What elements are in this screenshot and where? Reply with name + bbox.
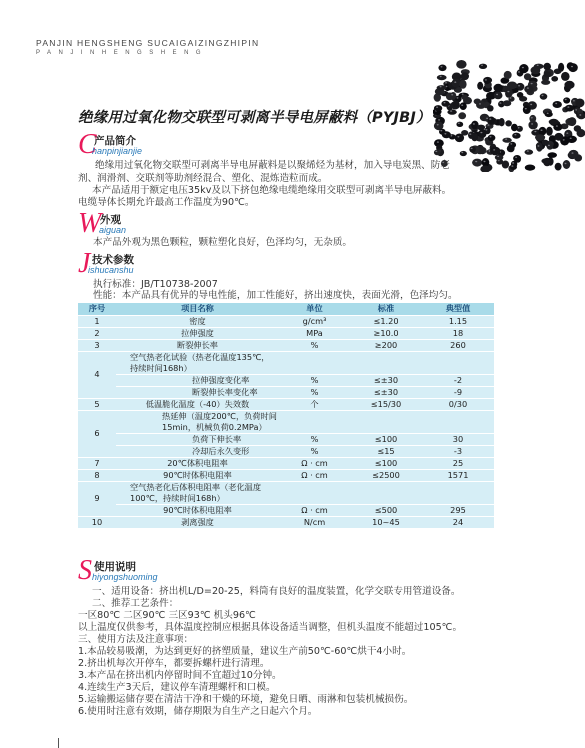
pellet-highlight bbox=[489, 118, 491, 119]
pellet-granule bbox=[455, 134, 464, 143]
pellet-granule bbox=[458, 112, 466, 119]
table-row: 断裂伸长率变化率 % ≤±30 -9 bbox=[78, 386, 494, 398]
pellet-granule bbox=[546, 127, 553, 136]
pellet-granule bbox=[494, 92, 503, 100]
pellet-granule bbox=[555, 163, 562, 171]
pellet-highlight bbox=[469, 134, 471, 135]
pellet-highlight bbox=[571, 66, 573, 67]
pellet-highlight bbox=[572, 152, 574, 153]
pellet-granule bbox=[437, 85, 447, 90]
pellet-granule bbox=[506, 88, 513, 97]
pellet-granule bbox=[536, 142, 543, 151]
pellet-granule bbox=[535, 134, 545, 140]
usage-line-5: 三、使用方法及注意事项： bbox=[78, 634, 194, 645]
usage-line-3: 一区80℃ 二区90℃ 三区93℃ 机头96℃ bbox=[78, 610, 256, 621]
pellet-granule bbox=[505, 120, 512, 126]
pellet-granule bbox=[525, 165, 535, 171]
pellet-granule bbox=[568, 117, 576, 126]
pellet-granule bbox=[553, 101, 562, 108]
pellet-highlight bbox=[451, 94, 453, 95]
pellet-granule bbox=[503, 100, 512, 106]
pellet-granule bbox=[438, 65, 446, 72]
pellet-highlight bbox=[518, 85, 520, 86]
pellet-granule bbox=[434, 150, 441, 156]
pellet-highlight bbox=[485, 129, 487, 130]
product-pellets-image bbox=[433, 60, 585, 172]
pellet-granule bbox=[561, 72, 570, 81]
col-header-typical: 典型值 bbox=[422, 303, 494, 315]
pellet-granule bbox=[563, 97, 570, 103]
tech-performance: 性能：本产品具有优异的导电性能，加工性能好，挤出速度快，表面光滑，色泽均匀。 bbox=[93, 290, 458, 301]
pellet-granule bbox=[554, 133, 563, 141]
pellet-highlight bbox=[458, 123, 460, 124]
pellet-highlight bbox=[556, 125, 558, 126]
pellet-highlight bbox=[548, 145, 550, 146]
pellet-highlight bbox=[497, 156, 499, 157]
pellet-highlight bbox=[511, 165, 513, 166]
pellet-highlight bbox=[436, 107, 438, 108]
pellet-granule bbox=[517, 92, 524, 98]
table-header-row bbox=[78, 303, 494, 315]
pellet-highlight bbox=[563, 139, 565, 140]
pellet-granule bbox=[564, 81, 574, 89]
pellet-granule bbox=[512, 133, 520, 139]
section-title-cn: 产品简介 bbox=[94, 135, 136, 147]
pellet-granule bbox=[456, 60, 466, 69]
usage-line-10: 5.运输搬运储存要在清洁干净和干燥的环境，避免日晒、雨淋和包装机械损伤。 bbox=[78, 694, 414, 705]
pellet-highlight bbox=[438, 119, 440, 120]
table-row: 5 低温脆化温度（-40）失效数 个 ≤15/30 0/30 bbox=[78, 398, 494, 410]
table-row: 3 断裂伸长率 % ≥200 260 bbox=[78, 339, 494, 351]
pellet-granule bbox=[575, 99, 584, 108]
intro-line-4: 电缆导体长期允许最高工作温度为90℃。 bbox=[78, 197, 255, 208]
pellet-granule bbox=[510, 164, 517, 170]
pellet-highlight bbox=[440, 130, 442, 131]
document-title: 绝缘用过氧化物交联型可剥离半导电屏蔽料（PYJBJ） bbox=[78, 110, 431, 126]
pellet-granule bbox=[504, 71, 512, 79]
table-row: 8 90℃时体积电阻率 Ω · cm ≤2500 1571 bbox=[78, 469, 494, 481]
pellet-granule bbox=[540, 93, 548, 99]
pellet-granule bbox=[541, 80, 550, 85]
pellet-granule bbox=[567, 136, 577, 143]
pellet-granule bbox=[488, 135, 496, 142]
pellet-highlight bbox=[441, 66, 443, 67]
pellet-highlight bbox=[440, 86, 442, 87]
pellet-granule bbox=[456, 122, 463, 127]
pellet-granule bbox=[529, 115, 536, 123]
pellet-highlight bbox=[518, 127, 520, 128]
pellet-granule bbox=[469, 146, 476, 153]
col-header-no: 序号 bbox=[78, 303, 116, 315]
pellet-granule bbox=[479, 64, 487, 69]
pellet-highlight bbox=[471, 148, 473, 149]
col-header-item: 项目名称 bbox=[116, 303, 279, 315]
pellet-highlight bbox=[479, 103, 481, 104]
section-title-cn: 使用说明 bbox=[94, 561, 136, 573]
pellet-granule bbox=[487, 105, 494, 111]
pellet-highlight bbox=[484, 161, 486, 162]
col-header-standard: 标准 bbox=[350, 303, 422, 315]
section-title-cn: 外观 bbox=[100, 214, 121, 226]
section-title-pinyin: ishucanshu bbox=[88, 265, 134, 275]
pellet-highlight bbox=[496, 94, 498, 95]
pellet-granule bbox=[471, 133, 478, 141]
pellet-highlight bbox=[525, 108, 527, 109]
intro-line-1: 绝缘用过氧化物交联型可剥离半导电屏蔽料是以聚烯烃为基材，加入导电炭黑、防老 bbox=[95, 160, 450, 171]
pellet-granule bbox=[450, 92, 456, 100]
pellet-highlight bbox=[547, 113, 549, 114]
usage-line-4: 以上温度仅供参考，具体温度控制应根据具体设备适当调整，但机头温度不能超过105℃。 bbox=[78, 622, 463, 633]
pellet-highlight bbox=[522, 67, 524, 68]
pellet-highlight bbox=[435, 151, 437, 152]
usage-line-8: 3.本产品在挤出机内停留时间不宜超过10分钟。 bbox=[78, 670, 282, 681]
pellet-highlight bbox=[510, 143, 512, 144]
pellet-granule bbox=[569, 150, 579, 158]
pellet-highlight bbox=[488, 124, 490, 125]
pellet-granule bbox=[543, 63, 551, 71]
section-letter: J bbox=[78, 248, 91, 279]
pellet-highlight bbox=[457, 136, 459, 137]
section-letter: W bbox=[78, 208, 102, 239]
pellet-granule bbox=[547, 143, 554, 150]
section-letter: C bbox=[78, 129, 97, 160]
section-title-pinyin: hiyongshuoming bbox=[92, 572, 158, 582]
appearance-text: 本产品外观为黑色颗粒，颗粒塑化良好，色泽均匀，无杂质。 bbox=[93, 237, 353, 248]
table-row: 7 20℃体积电阻率 Ω · cm ≤100 25 bbox=[78, 457, 494, 469]
usage-line-9: 4.连续生产3天后，建议停车清理螺杆和口模。 bbox=[78, 682, 276, 693]
pellet-granule bbox=[545, 112, 553, 118]
pellet-granule bbox=[478, 129, 486, 138]
pellet-highlight bbox=[565, 99, 567, 100]
pellet-highlight bbox=[527, 150, 529, 151]
pellet-highlight bbox=[480, 132, 482, 133]
usage-line-7: 2.挤出机每次开停车，都要拆螺杆进行清理。 bbox=[78, 658, 270, 669]
pellet-granule bbox=[558, 63, 564, 72]
pellet-highlight bbox=[481, 65, 483, 66]
pellet-highlight bbox=[454, 82, 456, 83]
pellet-granule bbox=[539, 127, 547, 136]
section-title-pinyin: hanpinjianjie bbox=[92, 146, 143, 156]
pellet-granule bbox=[534, 64, 544, 69]
section-title-cn: 技术参数 bbox=[92, 254, 134, 266]
pellet-granule bbox=[541, 158, 550, 163]
pellet-highlight bbox=[437, 124, 439, 125]
pellet-highlight bbox=[567, 106, 569, 107]
pellet-granule bbox=[437, 75, 447, 80]
pellet-highlight bbox=[493, 149, 495, 150]
pellet-granule bbox=[577, 113, 585, 120]
pellet-granule bbox=[461, 72, 469, 80]
pellet-granule bbox=[460, 102, 467, 110]
pellet-highlight bbox=[461, 152, 463, 153]
pellet-granule bbox=[568, 63, 578, 72]
pellet-granule bbox=[524, 85, 533, 93]
pellet-highlight bbox=[485, 79, 487, 80]
pellet-granule bbox=[460, 151, 467, 156]
col-header-unit: 单位 bbox=[279, 303, 350, 315]
header-line-1: PANJIN HENGSHENG SUCAIGAIZINGZHIPIN bbox=[36, 38, 260, 48]
pellet-granule bbox=[523, 105, 531, 114]
pellet-highlight bbox=[512, 162, 514, 163]
pellet-highlight bbox=[515, 157, 517, 158]
pellet-highlight bbox=[444, 133, 446, 134]
pellet-granule bbox=[447, 109, 456, 114]
section-title-pinyin: aiguan bbox=[99, 225, 127, 235]
table-row: 2 拉伸强度 MPa ≥10.0 18 bbox=[78, 327, 494, 339]
table-row: 冷却后永久变形 % ≤15 -3 bbox=[78, 445, 494, 457]
usage-line-6: 1.本品较易吸潮，为达到更好的挤塑质量，建议生产前50℃-60℃烘干4小时。 bbox=[78, 646, 412, 657]
pellet-highlight bbox=[575, 109, 577, 110]
intro-line-2: 剂、润滑剂、交联剂等助剂经混合、塑化、混炼造粒而成。 bbox=[78, 173, 328, 184]
intro-line-3: 本产品适用于额定电压35kv及以下挤包绝缘电缆绝缘用交联型可剥离半导电屏蔽料。 bbox=[92, 185, 452, 196]
page-margin-mark bbox=[58, 738, 59, 748]
pellet-granule bbox=[477, 125, 485, 131]
pellet-highlight bbox=[486, 118, 488, 119]
pellet-granule bbox=[441, 101, 449, 107]
pellet-granule bbox=[477, 82, 483, 90]
pellet-granule bbox=[459, 80, 466, 89]
table-row: 1 密度 g/cm³ ≤1.20 1.15 bbox=[78, 315, 494, 327]
pellet-highlight bbox=[531, 83, 533, 84]
pellet-granule bbox=[502, 138, 511, 143]
pellet-granule bbox=[565, 105, 574, 112]
pellet-highlight bbox=[566, 133, 568, 134]
usage-line-11: 6.使用时注意有效期，储存期限为自生产之日起六个月。 bbox=[78, 706, 318, 717]
usage-line-1: 一、适用设备：挤出机L/D=20-25，料筒有良好的温度装置，化学交联专用管道设备。 bbox=[92, 586, 461, 597]
section-heading-tech bbox=[78, 250, 238, 278]
pellet-highlight bbox=[444, 102, 446, 103]
pellet-highlight bbox=[457, 97, 459, 98]
pellet-granule bbox=[462, 94, 468, 100]
table-row: 10 剥离强度 N/cm 10~45 24 bbox=[78, 516, 494, 528]
pellet-granule bbox=[472, 159, 482, 167]
table-row: 9 空气热老化后体积电阻率（老化温度100℃，持续时间168h） bbox=[78, 481, 494, 504]
pellet-granule bbox=[442, 131, 451, 138]
pellet-granule bbox=[488, 117, 495, 124]
pellet-highlight bbox=[437, 141, 439, 142]
table-row: 负荷下伸长率 % ≤100 30 bbox=[78, 433, 494, 445]
pellet-highlight bbox=[445, 82, 447, 83]
pellet-granule bbox=[511, 124, 518, 131]
pellet-highlight bbox=[541, 130, 543, 131]
pellet-highlight bbox=[461, 105, 463, 106]
section-heading-intro bbox=[78, 131, 238, 159]
pellet-highlight bbox=[499, 102, 501, 103]
section-heading-appearance bbox=[78, 210, 238, 238]
pellet-granule bbox=[494, 84, 503, 92]
pellet-highlight bbox=[505, 139, 507, 140]
pellet-granule bbox=[495, 155, 504, 161]
pellet-highlight bbox=[531, 117, 533, 118]
table-row: 90℃时体积电阻率 Ω · cm ≤500 295 bbox=[78, 504, 494, 516]
pellet-granule bbox=[513, 155, 521, 162]
pellet-granule bbox=[547, 152, 557, 158]
pellet-highlight bbox=[490, 136, 492, 137]
pellet-highlight bbox=[570, 138, 572, 139]
pellet-granule bbox=[507, 145, 515, 152]
pellet-granule bbox=[519, 64, 528, 73]
pellet-highlight bbox=[579, 114, 581, 115]
pellet-granule bbox=[499, 118, 505, 126]
pellet-highlight bbox=[440, 76, 442, 77]
pellet-highlight bbox=[473, 123, 475, 124]
pellet-highlight bbox=[573, 100, 575, 101]
pellet-highlight bbox=[518, 71, 520, 72]
pellet-highlight bbox=[531, 123, 533, 124]
table-row: 拉伸强度变化率 % ≤±30 -2 bbox=[78, 374, 494, 386]
pellet-highlight bbox=[542, 95, 544, 96]
pellet-highlight bbox=[510, 97, 512, 98]
header-line-2: PANJINHENGSHENG bbox=[36, 50, 209, 56]
pellet-granule bbox=[484, 78, 491, 85]
pellet-granule bbox=[502, 161, 509, 169]
section-letter: S bbox=[78, 555, 92, 586]
usage-line-2: 二、推荐工艺条件： bbox=[92, 598, 179, 609]
pellet-highlight bbox=[475, 161, 477, 162]
table-row: 4 空气热老化试验（热老化温度135℃，持续时间168h） bbox=[78, 351, 494, 374]
pellet-granule bbox=[577, 129, 585, 137]
section-heading-usage bbox=[78, 557, 238, 585]
table-row: 6 热延伸（温度200℃，负荷时间15min，机械负荷0.2MPa） bbox=[78, 410, 494, 433]
pellet-granule bbox=[563, 160, 571, 169]
pellet-highlight bbox=[537, 145, 539, 146]
pellet-granule bbox=[490, 147, 500, 155]
pellet-highlight bbox=[530, 104, 532, 105]
pellet-granule bbox=[434, 105, 442, 111]
pellet-highlight bbox=[514, 134, 516, 135]
pellet-highlight bbox=[555, 103, 557, 104]
pellet-granule bbox=[525, 149, 534, 154]
pellet-highlight bbox=[537, 65, 539, 66]
tech-standard: 执行标准：JB/T10738-2007 bbox=[93, 279, 218, 290]
pellet-highlight bbox=[450, 110, 452, 111]
pellet-granule bbox=[453, 101, 460, 108]
pellet-granule bbox=[551, 76, 558, 82]
pellet-highlight bbox=[527, 87, 529, 88]
pellet-granule bbox=[549, 119, 559, 125]
pellet-granule bbox=[544, 71, 551, 77]
pellet-highlight bbox=[534, 131, 536, 132]
spec-table bbox=[78, 303, 494, 529]
pellet-granule bbox=[524, 73, 531, 80]
pellet-highlight bbox=[565, 163, 567, 164]
pellet-highlight bbox=[507, 91, 509, 92]
pellet-granule bbox=[507, 82, 517, 90]
